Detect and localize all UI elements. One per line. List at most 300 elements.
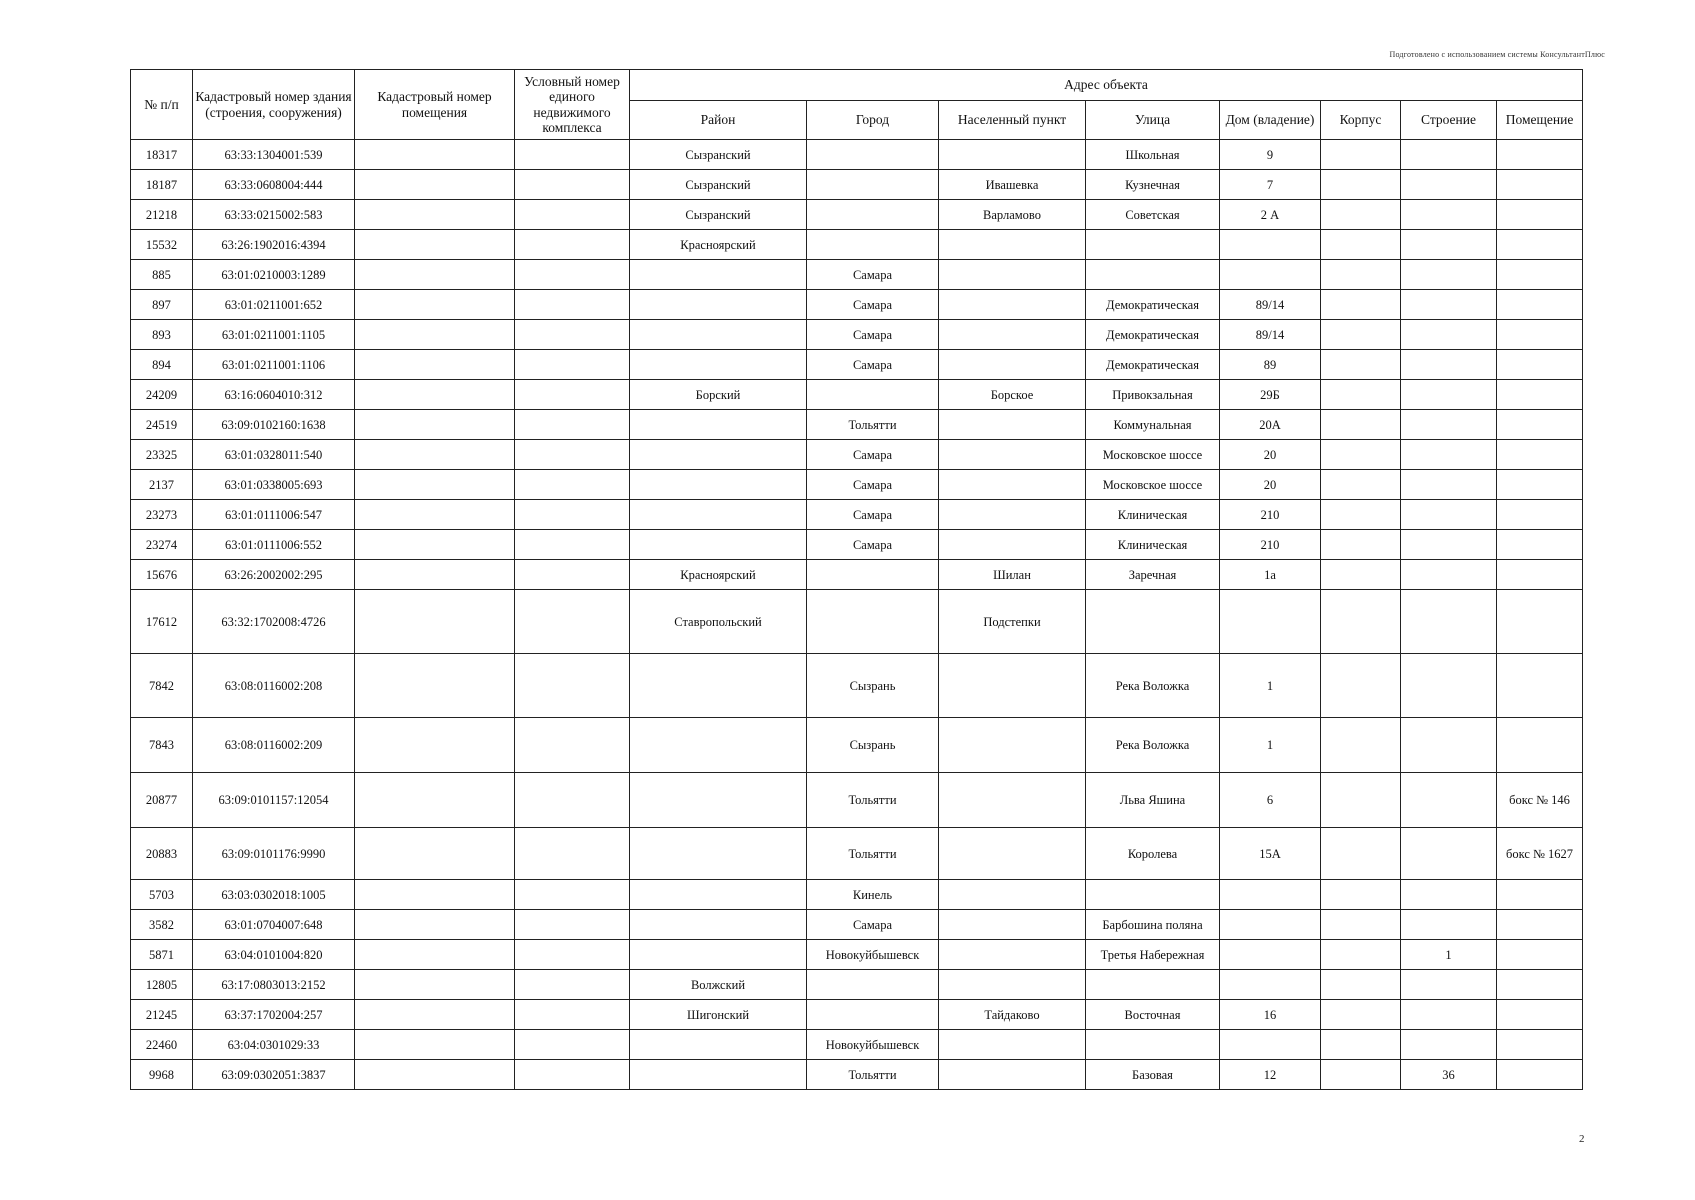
cell-room <box>1497 440 1583 470</box>
cell-number: 885 <box>131 260 193 290</box>
cell-building-cadastral: 63:04:0101004:820 <box>193 940 355 970</box>
cell-korpus <box>1321 200 1401 230</box>
cell-complex-number <box>515 320 630 350</box>
cell-street: Барбошина поляна <box>1086 910 1220 940</box>
cell-city: Тольятти <box>807 1060 939 1090</box>
table-row <box>131 773 1583 828</box>
cell-street: Льва Яшина <box>1086 773 1220 828</box>
cell-house: 9 <box>1220 140 1321 170</box>
cell-building-cadastral: 63:16:0604010:312 <box>193 380 355 410</box>
table-row <box>131 260 1583 290</box>
cell-house: 12 <box>1220 1060 1321 1090</box>
cell-settlement <box>939 230 1086 260</box>
cell-settlement: Подстепки <box>939 590 1086 654</box>
cell-city <box>807 970 939 1000</box>
cell-house: 89 <box>1220 350 1321 380</box>
cell-korpus <box>1321 590 1401 654</box>
cell-street: Королева <box>1086 828 1220 880</box>
cell-room <box>1497 320 1583 350</box>
table-row <box>131 500 1583 530</box>
cell-settlement <box>939 940 1086 970</box>
cell-building: 1 <box>1401 940 1497 970</box>
property-register-table <box>130 69 1583 1090</box>
cell-building <box>1401 773 1497 828</box>
cell-city: Тольятти <box>807 773 939 828</box>
cell-complex-number <box>515 260 630 290</box>
cell-complex-number <box>515 470 630 500</box>
cell-district <box>630 530 807 560</box>
cell-building <box>1401 380 1497 410</box>
cell-city: Самара <box>807 470 939 500</box>
cell-district <box>630 320 807 350</box>
cell-house: 20 <box>1220 470 1321 500</box>
table-row <box>131 350 1583 380</box>
table-row <box>131 440 1583 470</box>
cell-building-cadastral: 63:01:0111006:552 <box>193 530 355 560</box>
cell-city <box>807 230 939 260</box>
cell-house <box>1220 1030 1321 1060</box>
cell-building-cadastral: 63:04:0301029:33 <box>193 1030 355 1060</box>
table-row <box>131 170 1583 200</box>
cell-complex-number <box>515 290 630 320</box>
col-street-header: Улица <box>1086 101 1220 140</box>
cell-settlement <box>939 654 1086 718</box>
cell-district <box>630 654 807 718</box>
cell-street: Река Воложка <box>1086 654 1220 718</box>
cell-city: Кинель <box>807 880 939 910</box>
cell-number: 17612 <box>131 590 193 654</box>
cell-building-cadastral: 63:01:0328011:540 <box>193 440 355 470</box>
cell-settlement <box>939 350 1086 380</box>
cell-city <box>807 1000 939 1030</box>
cell-building <box>1401 828 1497 880</box>
cell-complex-number <box>515 1030 630 1060</box>
cell-settlement <box>939 880 1086 910</box>
cell-room-cadastral <box>355 590 515 654</box>
cell-korpus <box>1321 230 1401 260</box>
cell-korpus <box>1321 350 1401 380</box>
cell-building <box>1401 654 1497 718</box>
cell-house: 1 <box>1220 718 1321 773</box>
cell-room-cadastral <box>355 170 515 200</box>
cell-district <box>630 440 807 470</box>
cell-street <box>1086 1030 1220 1060</box>
cell-building-cadastral: 63:01:0211001:1106 <box>193 350 355 380</box>
cell-complex-number <box>515 1000 630 1030</box>
cell-city: Самара <box>807 530 939 560</box>
cell-room-cadastral <box>355 880 515 910</box>
cell-number: 23274 <box>131 530 193 560</box>
table-row <box>131 560 1583 590</box>
cell-room <box>1497 200 1583 230</box>
cell-korpus <box>1321 500 1401 530</box>
cell-number: 5871 <box>131 940 193 970</box>
table-row <box>131 1030 1583 1060</box>
cell-building <box>1401 440 1497 470</box>
cell-house <box>1220 230 1321 260</box>
col-building-header: Строение <box>1401 101 1497 140</box>
table-row <box>131 230 1583 260</box>
cell-settlement: Ивашевка <box>939 170 1086 200</box>
cell-building-cadastral: 63:33:0215002:583 <box>193 200 355 230</box>
cell-number: 18187 <box>131 170 193 200</box>
cell-building <box>1401 260 1497 290</box>
cell-room <box>1497 350 1583 380</box>
cell-complex-number <box>515 880 630 910</box>
cell-building <box>1401 410 1497 440</box>
cell-room-cadastral <box>355 560 515 590</box>
cell-room-cadastral <box>355 718 515 773</box>
cell-complex-number <box>515 654 630 718</box>
cell-settlement <box>939 140 1086 170</box>
cell-street: Заречная <box>1086 560 1220 590</box>
cell-building <box>1401 140 1497 170</box>
cell-korpus <box>1321 970 1401 1000</box>
cell-complex-number <box>515 380 630 410</box>
cell-street: Третья Набережная <box>1086 940 1220 970</box>
cell-house: 16 <box>1220 1000 1321 1030</box>
table-row <box>131 718 1583 773</box>
cell-room <box>1497 530 1583 560</box>
cell-building-cadastral: 63:26:2002002:295 <box>193 560 355 590</box>
cell-city <box>807 170 939 200</box>
cell-building-cadastral: 63:33:1304001:539 <box>193 140 355 170</box>
cell-building <box>1401 350 1497 380</box>
cell-building-cadastral: 63:26:1902016:4394 <box>193 230 355 260</box>
cell-street: Кузнечная <box>1086 170 1220 200</box>
cell-room <box>1497 590 1583 654</box>
cell-settlement <box>939 718 1086 773</box>
table-row <box>131 1060 1583 1090</box>
cell-korpus <box>1321 440 1401 470</box>
cell-city: Тольятти <box>807 410 939 440</box>
cell-building <box>1401 718 1497 773</box>
cell-building-cadastral: 63:09:0101157:12054 <box>193 773 355 828</box>
cell-building <box>1401 910 1497 940</box>
col-city-header: Город <box>807 101 939 140</box>
cell-settlement <box>939 440 1086 470</box>
cell-district: Ставропольский <box>630 590 807 654</box>
cell-room <box>1497 880 1583 910</box>
cell-settlement <box>939 970 1086 1000</box>
cell-building <box>1401 560 1497 590</box>
cell-number: 21245 <box>131 1000 193 1030</box>
cell-number: 897 <box>131 290 193 320</box>
cell-korpus <box>1321 530 1401 560</box>
cell-room-cadastral <box>355 1060 515 1090</box>
cell-number: 2137 <box>131 470 193 500</box>
cell-korpus <box>1321 260 1401 290</box>
cell-district <box>630 910 807 940</box>
cell-settlement <box>939 290 1086 320</box>
cell-district <box>630 350 807 380</box>
cell-korpus <box>1321 470 1401 500</box>
page-number: 2 <box>1579 1133 1585 1145</box>
cell-street <box>1086 260 1220 290</box>
cell-building <box>1401 200 1497 230</box>
cell-district <box>630 718 807 773</box>
table-row <box>131 654 1583 718</box>
cell-district <box>630 773 807 828</box>
cell-room <box>1497 290 1583 320</box>
cell-complex-number <box>515 500 630 530</box>
cell-building-cadastral: 63:01:0210003:1289 <box>193 260 355 290</box>
cell-street: Демократическая <box>1086 320 1220 350</box>
cell-korpus <box>1321 880 1401 910</box>
cell-room-cadastral <box>355 230 515 260</box>
cell-room: бокс № 1627 <box>1497 828 1583 880</box>
table-row <box>131 410 1583 440</box>
table-row <box>131 828 1583 880</box>
cell-room-cadastral <box>355 410 515 440</box>
cell-building: 36 <box>1401 1060 1497 1090</box>
cell-city <box>807 590 939 654</box>
cell-building-cadastral: 63:01:0704007:648 <box>193 910 355 940</box>
cell-street <box>1086 230 1220 260</box>
cell-complex-number <box>515 970 630 1000</box>
cell-street <box>1086 590 1220 654</box>
cell-room-cadastral <box>355 654 515 718</box>
cell-complex-number <box>515 350 630 380</box>
cell-settlement <box>939 773 1086 828</box>
cell-street <box>1086 970 1220 1000</box>
cell-city: Новокуйбышевск <box>807 1030 939 1060</box>
cell-room-cadastral <box>355 320 515 350</box>
cell-house <box>1220 880 1321 910</box>
cell-district: Красноярский <box>630 230 807 260</box>
cell-number: 22460 <box>131 1030 193 1060</box>
cell-korpus <box>1321 1060 1401 1090</box>
cell-room <box>1497 910 1583 940</box>
cell-korpus <box>1321 560 1401 590</box>
cell-city <box>807 140 939 170</box>
cell-room <box>1497 380 1583 410</box>
cell-street: Советская <box>1086 200 1220 230</box>
cell-settlement: Борское <box>939 380 1086 410</box>
cell-street: Школьная <box>1086 140 1220 170</box>
cell-room-cadastral <box>355 910 515 940</box>
cell-room-cadastral <box>355 380 515 410</box>
cell-house <box>1220 260 1321 290</box>
cell-house: 6 <box>1220 773 1321 828</box>
cell-number: 893 <box>131 320 193 350</box>
cell-complex-number <box>515 718 630 773</box>
cell-complex-number <box>515 170 630 200</box>
cell-city: Самара <box>807 260 939 290</box>
cell-room <box>1497 260 1583 290</box>
cell-room-cadastral <box>355 260 515 290</box>
cell-korpus <box>1321 910 1401 940</box>
cell-number: 18317 <box>131 140 193 170</box>
cell-room-cadastral <box>355 1030 515 1060</box>
cell-city <box>807 200 939 230</box>
cell-settlement <box>939 260 1086 290</box>
cell-room <box>1497 940 1583 970</box>
cell-house: 89/14 <box>1220 290 1321 320</box>
cell-room <box>1497 230 1583 260</box>
cell-room <box>1497 470 1583 500</box>
cell-settlement: Тайдаково <box>939 1000 1086 1030</box>
cell-street: Привокзальная <box>1086 380 1220 410</box>
cell-korpus <box>1321 1000 1401 1030</box>
cell-district: Сызранский <box>630 170 807 200</box>
cell-building-cadastral: 63:08:0116002:208 <box>193 654 355 718</box>
cell-district <box>630 290 807 320</box>
cell-city: Самара <box>807 350 939 380</box>
cell-room <box>1497 1000 1583 1030</box>
cell-room-cadastral <box>355 970 515 1000</box>
cell-house: 210 <box>1220 500 1321 530</box>
col-house-header: Дом (владение) <box>1220 101 1321 140</box>
cell-house: 20А <box>1220 410 1321 440</box>
cell-number: 20877 <box>131 773 193 828</box>
cell-settlement <box>939 530 1086 560</box>
cell-complex-number <box>515 560 630 590</box>
table-row <box>131 590 1583 654</box>
cell-number: 20883 <box>131 828 193 880</box>
cell-building-cadastral: 63:17:0803013:2152 <box>193 970 355 1000</box>
table-row <box>131 140 1583 170</box>
cell-room-cadastral <box>355 290 515 320</box>
cell-district <box>630 1060 807 1090</box>
cell-number: 23273 <box>131 500 193 530</box>
cell-city: Самара <box>807 290 939 320</box>
cell-room <box>1497 1030 1583 1060</box>
cell-korpus <box>1321 828 1401 880</box>
col-address-group-header: Адрес объекта <box>630 70 1583 101</box>
cell-complex-number <box>515 910 630 940</box>
cell-street: Базовая <box>1086 1060 1220 1090</box>
cell-room-cadastral <box>355 350 515 380</box>
cell-building-cadastral: 63:09:0102160:1638 <box>193 410 355 440</box>
cell-district <box>630 1030 807 1060</box>
table-row <box>131 200 1583 230</box>
cell-number: 7842 <box>131 654 193 718</box>
cell-building-cadastral: 63:01:0211001:652 <box>193 290 355 320</box>
cell-house: 7 <box>1220 170 1321 200</box>
cell-district: Сызранский <box>630 140 807 170</box>
cell-room <box>1497 140 1583 170</box>
cell-street: Клиническая <box>1086 530 1220 560</box>
cell-house: 89/14 <box>1220 320 1321 350</box>
cell-district <box>630 880 807 910</box>
cell-complex-number <box>515 440 630 470</box>
cell-house: 1 <box>1220 654 1321 718</box>
cell-street: Московское шоссе <box>1086 440 1220 470</box>
cell-korpus <box>1321 940 1401 970</box>
cell-korpus <box>1321 718 1401 773</box>
cell-number: 7843 <box>131 718 193 773</box>
cell-number: 9968 <box>131 1060 193 1090</box>
cell-district <box>630 500 807 530</box>
cell-street: Московское шоссе <box>1086 470 1220 500</box>
cell-building <box>1401 230 1497 260</box>
table-row <box>131 940 1583 970</box>
cell-settlement <box>939 500 1086 530</box>
cell-room: бокс № 146 <box>1497 773 1583 828</box>
cell-korpus <box>1321 1030 1401 1060</box>
cell-complex-number <box>515 410 630 440</box>
col-settlement-header: Населенный пункт <box>939 101 1086 140</box>
cell-building <box>1401 320 1497 350</box>
cell-complex-number <box>515 940 630 970</box>
cell-building-cadastral: 63:09:0101176:9990 <box>193 828 355 880</box>
table-row <box>131 470 1583 500</box>
cell-building-cadastral: 63:37:1702004:257 <box>193 1000 355 1030</box>
cell-room <box>1497 970 1583 1000</box>
cell-building <box>1401 1000 1497 1030</box>
table-row <box>131 380 1583 410</box>
cell-street: Демократическая <box>1086 290 1220 320</box>
table-header <box>131 70 1583 140</box>
cell-house: 29Б <box>1220 380 1321 410</box>
cell-settlement <box>939 410 1086 440</box>
cell-room-cadastral <box>355 940 515 970</box>
cell-settlement <box>939 320 1086 350</box>
table-row <box>131 1000 1583 1030</box>
cell-district <box>630 940 807 970</box>
cell-settlement <box>939 910 1086 940</box>
cell-street: Демократическая <box>1086 350 1220 380</box>
cell-city: Самара <box>807 440 939 470</box>
cell-building-cadastral: 63:01:0211001:1105 <box>193 320 355 350</box>
cell-district: Волжский <box>630 970 807 1000</box>
cell-city: Новокуйбышевск <box>807 940 939 970</box>
col-building-cadastral-header: Кадастровый номер здания (строения, сооружения) <box>193 70 355 140</box>
cell-street: Клиническая <box>1086 500 1220 530</box>
cell-city: Сызрань <box>807 718 939 773</box>
cell-street: Восточная <box>1086 1000 1220 1030</box>
cell-district: Красноярский <box>630 560 807 590</box>
cell-room-cadastral <box>355 440 515 470</box>
cell-complex-number <box>515 200 630 230</box>
cell-district <box>630 260 807 290</box>
cell-korpus <box>1321 170 1401 200</box>
cell-house: 15А <box>1220 828 1321 880</box>
cell-room-cadastral <box>355 140 515 170</box>
cell-settlement <box>939 828 1086 880</box>
cell-city: Самара <box>807 910 939 940</box>
cell-room <box>1497 500 1583 530</box>
cell-complex-number <box>515 530 630 560</box>
table-row <box>131 320 1583 350</box>
cell-district: Сызранский <box>630 200 807 230</box>
col-room-cadastral-header: Кадастровый номер помещения <box>355 70 515 140</box>
cell-room-cadastral <box>355 470 515 500</box>
cell-number: 15532 <box>131 230 193 260</box>
cell-building <box>1401 530 1497 560</box>
cell-street: Коммунальная <box>1086 410 1220 440</box>
cell-district: Шигонский <box>630 1000 807 1030</box>
cell-building <box>1401 590 1497 654</box>
cell-room <box>1497 1060 1583 1090</box>
cell-district: Борский <box>630 380 807 410</box>
cell-number: 24519 <box>131 410 193 440</box>
cell-number: 23325 <box>131 440 193 470</box>
cell-room-cadastral <box>355 828 515 880</box>
cell-room <box>1497 560 1583 590</box>
cell-korpus <box>1321 320 1401 350</box>
cell-city: Сызрань <box>807 654 939 718</box>
cell-room <box>1497 654 1583 718</box>
cell-number: 15676 <box>131 560 193 590</box>
cell-building-cadastral: 63:32:1702008:4726 <box>193 590 355 654</box>
cell-settlement <box>939 1060 1086 1090</box>
table-row <box>131 290 1583 320</box>
cell-house: 1а <box>1220 560 1321 590</box>
cell-complex-number <box>515 230 630 260</box>
cell-building-cadastral: 63:01:0338005:693 <box>193 470 355 500</box>
